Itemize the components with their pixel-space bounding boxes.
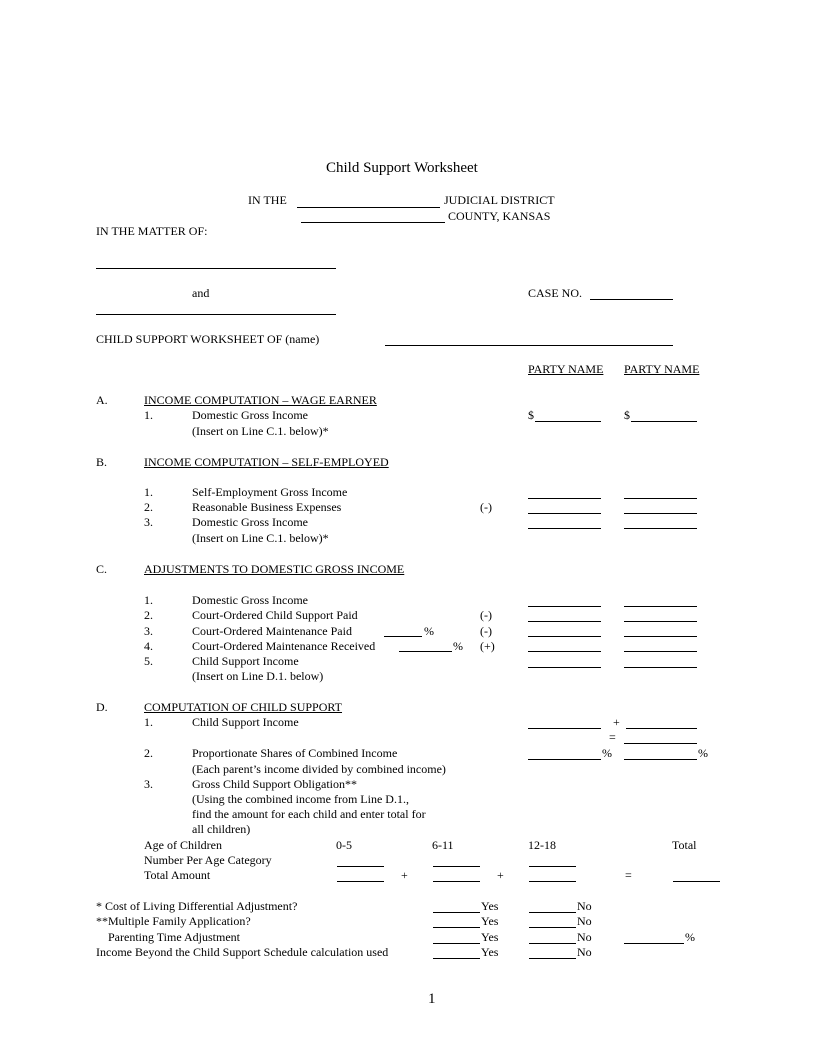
total-amount-label: Total Amount — [144, 868, 211, 882]
page-title: Child Support Worksheet — [326, 160, 478, 176]
percent-sign: % — [453, 639, 463, 653]
section-b-title: INCOME COMPUTATION – SELF-EMPLOYED — [144, 455, 389, 469]
no-label: No — [577, 899, 592, 913]
no-label: No — [577, 930, 592, 944]
plus-sign: + — [401, 868, 408, 882]
section-a-item-1-note: (Insert on Line C.1. below)* — [192, 424, 329, 438]
a1-party-1-field[interactable] — [535, 421, 601, 422]
b3-party-2-field[interactable] — [624, 528, 697, 529]
parenting-time-percent-field[interactable] — [624, 943, 684, 944]
section-a-title: INCOME COMPUTATION – WAGE EARNER — [144, 393, 377, 407]
d1-party-1-field[interactable] — [528, 728, 601, 729]
section-c-item-5-number: 5. — [144, 654, 153, 668]
section-c-item-1-label: Domestic Gross Income — [192, 593, 308, 607]
respondent-field[interactable] — [96, 314, 336, 315]
yes-label: Yes — [481, 914, 499, 928]
c3-party-1-field[interactable] — [528, 636, 601, 637]
c4-party-1-field[interactable] — [528, 651, 601, 652]
b3-party-1-field[interactable] — [528, 528, 601, 529]
section-d-item-2-note: (Each parent’s income divided by combined income) — [192, 762, 446, 776]
plus-sign: + — [497, 868, 504, 882]
income-beyond-no-field[interactable] — [529, 958, 576, 959]
parenting-time-no-field[interactable] — [529, 943, 576, 944]
section-d-title: COMPUTATION OF CHILD SUPPORT — [144, 700, 343, 714]
party-name-column-1: PARTY NAME — [528, 362, 604, 376]
count-12-18-field[interactable] — [529, 866, 576, 867]
section-b-letter: B. — [96, 455, 108, 469]
no-label: No — [577, 914, 592, 928]
d1-combined-field[interactable] — [624, 743, 697, 744]
section-d-item-2-label: Proportionate Shares of Combined Income — [192, 746, 398, 760]
c5-party-1-field[interactable] — [528, 667, 601, 668]
age-0-5-label: 0-5 — [336, 838, 352, 852]
count-0-5-field[interactable] — [337, 866, 384, 867]
amount-12-18-field[interactable] — [529, 881, 576, 882]
yes-label: Yes — [481, 930, 499, 944]
county-field[interactable] — [301, 222, 445, 223]
section-d-item-3-label: Gross Child Support Obligation** — [192, 777, 358, 791]
c2-party-2-field[interactable] — [624, 621, 697, 622]
d2-party-1-field[interactable] — [528, 759, 601, 760]
section-c-item-2-number: 2. — [144, 608, 153, 622]
section-b-item-1-label: Self-Employment Gross Income — [192, 485, 348, 499]
income-beyond-schedule-label: Income Beyond the Child Support Schedule calculation used — [96, 945, 389, 959]
percent-sign: % — [685, 930, 695, 944]
worksheet-name-field[interactable] — [385, 345, 673, 346]
b1-party-1-field[interactable] — [528, 498, 601, 499]
section-d-letter: D. — [96, 700, 108, 714]
section-d-item-3-note: (Using the combined income from Line D.1., — [192, 792, 409, 806]
d1-party-2-field[interactable] — [626, 728, 697, 729]
d2-party-2-field[interactable] — [624, 759, 697, 760]
page-number: 1 — [428, 991, 436, 1007]
c5-party-2-field[interactable] — [624, 667, 697, 668]
parenting-time-label: Parenting Time Adjustment — [108, 930, 241, 944]
parenting-time-yes-field[interactable] — [433, 943, 480, 944]
amount-6-11-field[interactable] — [433, 881, 480, 882]
and-label: and — [192, 286, 210, 300]
minus-sign: (-) — [480, 608, 492, 622]
party-name-column-2: PARTY NAME — [624, 362, 700, 376]
section-d-item-2-number: 2. — [144, 746, 153, 760]
section-b-item-3-number: 3. — [144, 515, 153, 529]
b2-party-2-field[interactable] — [624, 513, 697, 514]
section-b-item-3-note: (Insert on Line C.1. below)* — [192, 531, 329, 545]
equals-sign: = — [609, 730, 616, 744]
section-c-item-4-number: 4. — [144, 639, 153, 653]
income-beyond-yes-field[interactable] — [433, 958, 480, 959]
number-per-age-label: Number Per Age Category — [144, 853, 272, 867]
in-the-matter-of-label: IN THE MATTER OF: — [96, 224, 208, 238]
maintenance-received-percent-field[interactable] — [399, 651, 452, 652]
c4-party-2-field[interactable] — [624, 651, 697, 652]
dollar-sign: $ — [624, 408, 630, 422]
section-a-letter: A. — [96, 393, 108, 407]
section-d-item-1-number: 1. — [144, 715, 153, 729]
section-c-letter: C. — [96, 562, 108, 576]
section-c-item-3-number: 3. — [144, 624, 153, 638]
c1-party-2-field[interactable] — [624, 606, 697, 607]
section-b-item-3-label: Domestic Gross Income — [192, 515, 308, 529]
maintenance-paid-percent-field[interactable] — [384, 636, 422, 637]
percent-sign: % — [602, 746, 612, 760]
section-d-item-1-label: Child Support Income — [192, 715, 299, 729]
cost-of-living-yes-field[interactable] — [433, 912, 480, 913]
section-b-item-1-number: 1. — [144, 485, 153, 499]
section-d-item-3-note: all children) — [192, 822, 251, 836]
section-c-title: ADJUSTMENTS TO DOMESTIC GROSS INCOME — [144, 562, 405, 576]
judicial-district-label: JUDICIAL DISTRICT — [444, 193, 555, 207]
section-a-item-1-number: 1. — [144, 408, 153, 422]
case-no-field[interactable] — [590, 299, 673, 300]
worksheet-of-label: CHILD SUPPORT WORKSHEET OF (name) — [96, 332, 320, 346]
age-12-18-label: 12-18 — [528, 838, 556, 852]
percent-sign: % — [698, 746, 708, 760]
cost-of-living-no-field[interactable] — [529, 912, 576, 913]
section-c-item-1-number: 1. — [144, 593, 153, 607]
minus-sign: (-) — [480, 624, 492, 638]
petitioner-field[interactable] — [96, 268, 336, 269]
amount-0-5-field[interactable] — [337, 881, 384, 882]
total-label: Total — [672, 838, 697, 852]
multiple-family-label: **Multiple Family Application? — [96, 914, 251, 928]
no-label: No — [577, 945, 592, 959]
multiple-family-yes-field[interactable] — [433, 927, 480, 928]
section-c-item-4-label: Court-Ordered Maintenance Received — [192, 639, 376, 653]
district-field[interactable] — [297, 207, 440, 208]
section-a-item-1-label: Domestic Gross Income — [192, 408, 308, 422]
multiple-family-no-field[interactable] — [529, 927, 576, 928]
minus-sign: (-) — [480, 500, 492, 514]
yes-label: Yes — [481, 899, 499, 913]
in-the-label: IN THE — [248, 193, 287, 207]
case-no-label: CASE NO. — [528, 286, 583, 300]
section-d-item-3-note: find the amount for each child and enter total for — [192, 807, 426, 821]
yes-label: Yes — [481, 945, 499, 959]
age-6-11-label: 6-11 — [432, 838, 454, 852]
section-b-item-2-number: 2. — [144, 500, 153, 514]
section-b-item-2-label: Reasonable Business Expenses — [192, 500, 342, 514]
section-c-item-5-note: (Insert on Line D.1. below) — [192, 669, 324, 683]
section-c-item-5-label: Child Support Income — [192, 654, 299, 668]
section-c-item-2-label: Court-Ordered Child Support Paid — [192, 608, 358, 622]
a1-party-2-field[interactable] — [631, 421, 697, 422]
plus-sign: (+) — [480, 639, 495, 653]
age-of-children-label: Age of Children — [144, 838, 222, 852]
c2-party-1-field[interactable] — [528, 621, 601, 622]
equals-sign: = — [625, 868, 632, 882]
b2-party-1-field[interactable] — [528, 513, 601, 514]
count-6-11-field[interactable] — [433, 866, 480, 867]
plus-sign: + — [613, 715, 620, 729]
section-d-item-3-number: 3. — [144, 777, 153, 791]
amount-total-field[interactable] — [673, 881, 720, 882]
county-kansas-label: COUNTY, KANSAS — [448, 209, 551, 223]
section-c-item-3-label: Court-Ordered Maintenance Paid — [192, 624, 352, 638]
percent-sign: % — [424, 624, 434, 638]
c3-party-2-field[interactable] — [624, 636, 697, 637]
dollar-sign: $ — [528, 408, 534, 422]
c1-party-1-field[interactable] — [528, 606, 601, 607]
cost-of-living-label: * Cost of Living Differential Adjustment? — [96, 899, 298, 913]
b1-party-2-field[interactable] — [624, 498, 697, 499]
